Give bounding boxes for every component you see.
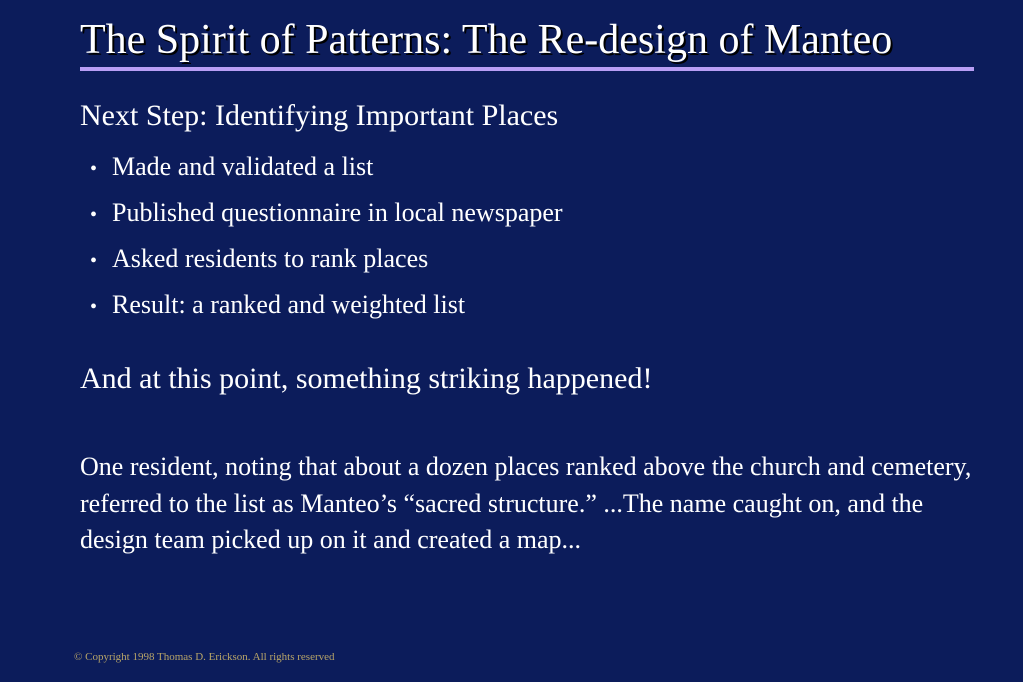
bullet-text: Result: a ranked and weighted list <box>112 290 466 319</box>
bullet-list <box>90 145 563 329</box>
key-statement: And at this point, something striking happened! <box>80 362 653 395</box>
bullet-icon: • <box>90 204 98 226</box>
slide-title: The Spirit of Patterns: The Re-design of Manteo <box>80 17 893 63</box>
section-heading: Next Step: Identifying Important Places <box>80 99 559 132</box>
bullet-item <box>90 283 563 329</box>
body-paragraph: One resident, noting that about a dozen places ranked above the church and cemetery, referred to the list as Manteo’s “sacred structure.” ...The name caught on, and the design team picked up on it and created a map... <box>80 452 972 554</box>
bullet-icon: • <box>90 296 98 318</box>
bullet-icon: • <box>90 158 98 180</box>
bullet-icon: • <box>90 250 98 272</box>
bullet-text: Asked residents to rank places <box>112 244 429 273</box>
copyright-footer: © Copyright 1998 Thomas D. Erickson. All rights reserved <box>74 651 335 663</box>
bullet-item <box>90 237 563 283</box>
title-divider <box>80 67 974 71</box>
bullet-text: Published questionnaire in local newspaper <box>112 198 563 227</box>
bullet-text: Made and validated a list <box>112 152 374 181</box>
bullet-item <box>90 145 563 191</box>
bullet-item <box>90 191 563 237</box>
